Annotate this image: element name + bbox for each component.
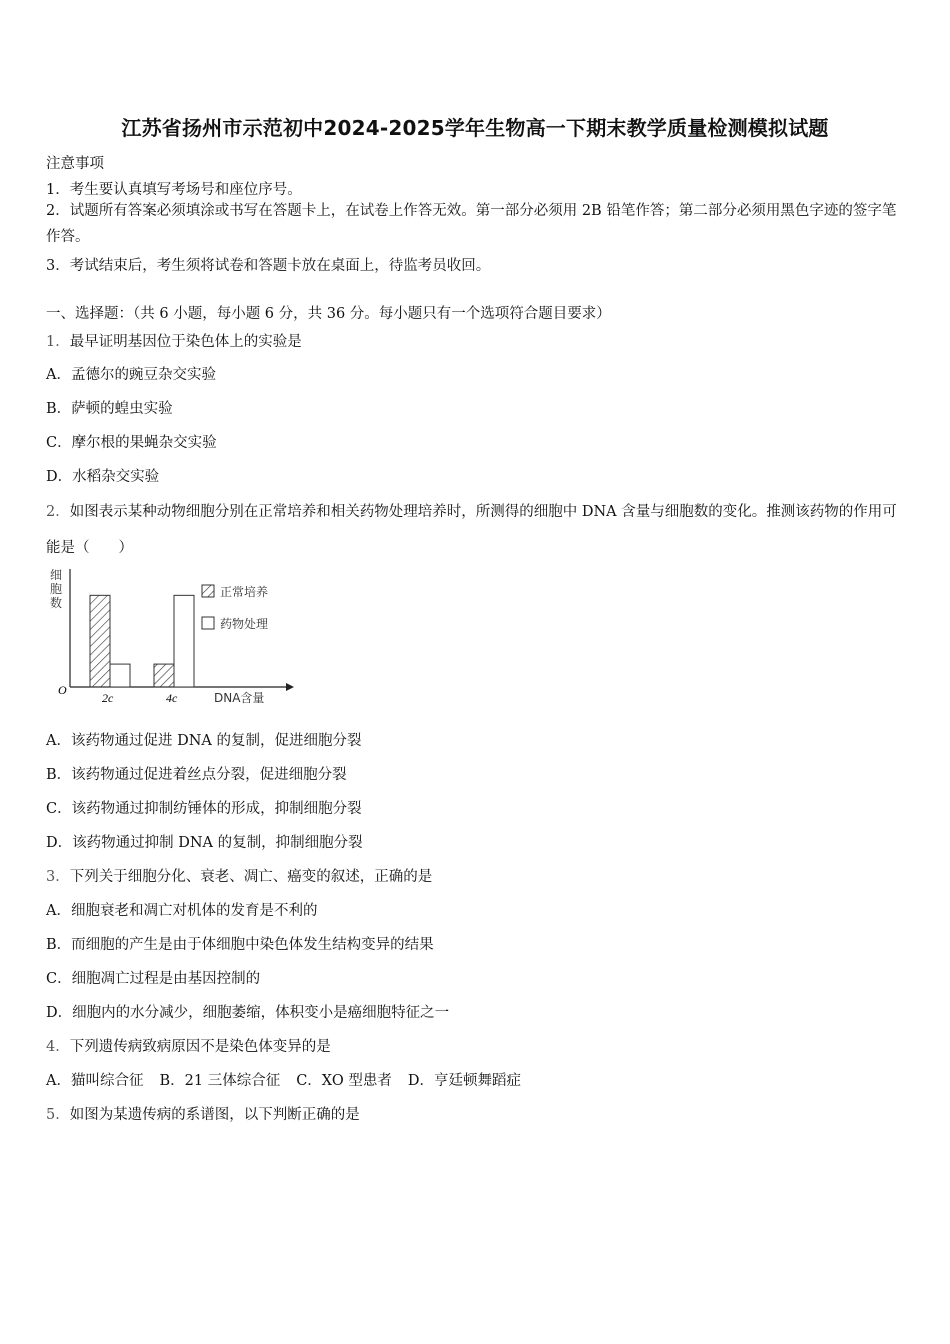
question-stem: 下列遗传病致病原因不是染色体变异的是 — [69, 1039, 331, 1055]
tick-label-2c: 2c — [102, 691, 114, 705]
question-stem: 下列关于细胞分化、衰老、凋亡、癌变的叙述，正确的是 — [69, 869, 433, 885]
question-1 — [46, 330, 302, 351]
option-b: B．而细胞的产生是由于体细胞中染色体发生结构变异的结果 — [46, 937, 434, 953]
option-b: B．萨顿的蝗虫实验 — [46, 401, 173, 417]
legend-label-normal: 正常培养 — [220, 585, 269, 599]
bar-drug-4c — [174, 595, 194, 687]
x-axis-label: DNA含量 — [214, 691, 265, 705]
legend-swatch-drug — [202, 617, 214, 629]
origin-label: O — [58, 683, 67, 697]
option-d: D．该药物通过抑制 DNA 的复制，抑制细胞分裂 — [46, 835, 363, 851]
option-a: A．猫叫综合征 — [46, 1073, 144, 1089]
question-number: 5． — [46, 1107, 70, 1123]
question-3 — [46, 865, 432, 886]
question-number: 1． — [46, 334, 70, 350]
option-c: C．摩尔根的果蝇杂交实验 — [46, 435, 217, 451]
option-c: C．XO 型患者 — [296, 1073, 392, 1089]
tick-label-4c: 4c — [166, 691, 178, 705]
notice-item: 1．考生要认真填写考场号和座位序号。 — [46, 182, 302, 198]
y-axis-label: 细胞数 — [50, 568, 63, 610]
notice-heading: 注意事项 — [46, 156, 104, 172]
bar-drug-2c — [110, 664, 130, 687]
option-b: B．21 三体综合征 — [159, 1073, 281, 1089]
notice-item: 2．试题所有答案必须填涂或书写在答题卡上，在试卷上作答无效。第一部分必须用 2B 铅笔作答；第二部分必须用黑色字迹的签字笔作答。 — [46, 203, 897, 245]
question-number: 4． — [46, 1039, 70, 1055]
question-4 — [46, 1035, 331, 1056]
option-d: D．细胞内的水分减少，细胞萎缩，体积变小是癌细胞特征之一 — [46, 1005, 450, 1021]
legend-label-drug: 药物处理 — [220, 617, 269, 631]
option-a: A．孟德尔的豌豆杂交实验 — [46, 367, 216, 383]
section-heading: 一、选择题：（共 6 小题，每小题 6 分，共 36 分。每小题只有一个选项符合题目要求） — [46, 306, 611, 322]
question-stem: 最早证明基因位于染色体上的实验是 — [69, 334, 302, 350]
question-stem: 如图表示某种动物细胞分别在正常培养和相关药物处理培养时，所测得的细胞中 DNA 含量与细胞数的变化。推测该药物的作用可能是（ ） — [46, 504, 897, 556]
bar-normal-4c — [154, 664, 174, 687]
notice-item: 3．考试结束后，考生须将试卷和答题卡放在桌面上，待监考员收回。 — [46, 258, 491, 274]
question-5 — [46, 1103, 360, 1124]
option-d: D．水稻杂交实验 — [46, 469, 160, 485]
page-title: 江苏省扬州市示范初中2024-2025学年生物高一下期末教学质量检测模拟试题 — [121, 116, 829, 140]
question-2 — [46, 494, 906, 566]
question-stem: 如图为某遗传病的系谱图，以下判断正确的是 — [69, 1107, 360, 1123]
option-c: C．该药物通过抑制纺锤体的形成，抑制细胞分裂 — [46, 801, 362, 817]
option-b: B．该药物通过促进着丝点分裂，促进细胞分裂 — [46, 767, 347, 783]
legend-swatch-normal — [202, 585, 214, 597]
x-axis-arrow — [286, 683, 294, 691]
options-row — [46, 1069, 521, 1090]
option-c: C．细胞凋亡过程是由基因控制的 — [46, 971, 261, 987]
option-a: A．该药物通过促进 DNA 的复制，促进细胞分裂 — [46, 733, 362, 749]
dna-bar-chart — [46, 563, 296, 713]
question-number: 2． — [46, 504, 70, 520]
bar-normal-2c — [90, 595, 110, 687]
option-d: D．亨廷顿舞蹈症 — [407, 1073, 521, 1089]
question-number: 3． — [46, 869, 70, 885]
option-a: A．细胞衰老和凋亡对机体的发育是不利的 — [46, 903, 318, 919]
